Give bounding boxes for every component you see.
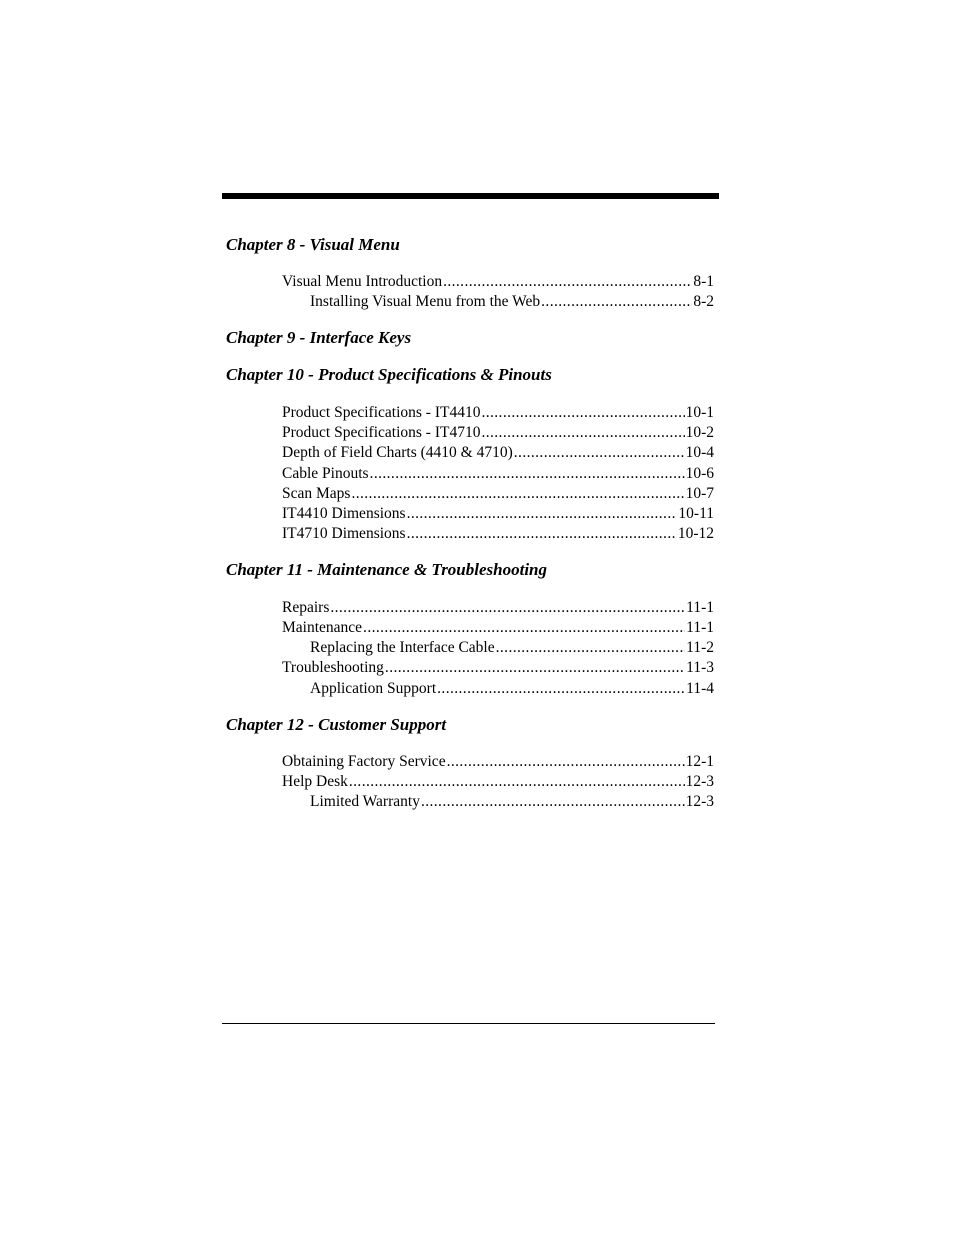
toc-entry-title: Cable Pinouts	[282, 465, 369, 482]
toc-entry-page: 12-3	[685, 793, 714, 810]
toc-entry-title: Application Support	[310, 680, 437, 697]
leader-dots	[351, 484, 684, 504]
toc-entry-title: Replacing the Interface Cable	[310, 639, 495, 656]
toc-entry-title: Limited Warranty	[310, 793, 420, 810]
toc-subentry[interactable]	[310, 638, 714, 658]
toc-entry-page: 11-2	[686, 639, 714, 656]
leader-dots	[407, 504, 678, 524]
toc-entry-page: 12-1	[685, 753, 714, 770]
leader-dots	[363, 618, 685, 638]
leader-dots	[407, 524, 677, 544]
toc-entry-title: Visual Menu Introduction	[282, 273, 443, 290]
toc-entry[interactable]	[282, 524, 714, 544]
leader-dots	[370, 464, 685, 484]
toc-entry-page: 10-6	[685, 465, 714, 482]
leader-dots	[349, 772, 685, 792]
toc-entry-page: 10-2	[685, 424, 714, 441]
toc-entry[interactable]	[282, 504, 714, 524]
leader-dots	[385, 658, 685, 678]
toc-entry[interactable]	[282, 752, 714, 772]
toc-entry-page: 10-7	[685, 485, 714, 502]
chapter-heading-8: Chapter 8 - Visual Menu	[226, 235, 400, 254]
toc-entry[interactable]	[282, 598, 714, 618]
chapter-heading-12: Chapter 12 - Customer Support	[226, 715, 447, 734]
toc-entry-page: 10-4	[685, 444, 714, 461]
leader-dots	[496, 638, 686, 658]
toc-entry-page: 11-1	[686, 599, 714, 616]
leader-dots	[330, 598, 685, 618]
toc-entry-title: IT4410 Dimensions	[282, 505, 406, 522]
chapter-heading-10: Chapter 10 - Product Specifications & Pinouts	[226, 365, 552, 384]
toc-entry-page: 12-3	[685, 773, 714, 790]
leader-dots	[447, 752, 685, 772]
toc-entry[interactable]	[282, 272, 714, 292]
toc-entry-title: Help Desk	[282, 773, 348, 790]
leader-dots	[541, 292, 692, 312]
toc-entry-page: 10-1	[685, 404, 714, 421]
chapter-heading-9: Chapter 9 - Interface Keys	[226, 328, 412, 347]
toc-entry[interactable]	[282, 658, 714, 678]
toc-entry-title: Maintenance	[282, 619, 363, 636]
toc-subentry[interactable]	[310, 792, 714, 812]
toc-entry-title: Scan Maps	[282, 485, 351, 502]
leader-dots	[514, 443, 685, 463]
bottom-rule	[222, 1023, 715, 1024]
toc-entry-title: Obtaining Factory Service	[282, 753, 446, 770]
leader-dots	[437, 679, 685, 699]
toc-entry-page: 11-1	[686, 619, 714, 636]
toc-subentry[interactable]	[310, 679, 714, 699]
leader-dots	[481, 403, 684, 423]
toc-entry-title: Installing Visual Menu from the Web	[310, 293, 541, 310]
toc-entry-page: 10-12	[677, 525, 714, 542]
toc-entry-page: 8-1	[693, 273, 714, 290]
toc-entry-page: 10-11	[678, 505, 714, 522]
leader-dots	[481, 423, 684, 443]
toc-entry-page: 11-4	[686, 680, 714, 697]
leader-dots	[443, 272, 692, 292]
toc-subentry[interactable]	[310, 292, 714, 312]
chapter-heading-11: Chapter 11 - Maintenance & Troubleshooting	[226, 560, 547, 579]
toc-entry[interactable]	[282, 423, 714, 443]
toc-entry[interactable]	[282, 618, 714, 638]
toc-entry[interactable]	[282, 403, 714, 423]
toc-entry[interactable]	[282, 484, 714, 504]
toc-entry[interactable]	[282, 464, 714, 484]
toc-entry-page: 11-3	[686, 659, 714, 676]
toc-entry-title: IT4710 Dimensions	[282, 525, 406, 542]
top-rule	[222, 193, 719, 199]
leader-dots	[421, 792, 685, 812]
toc-entry-title: Repairs	[282, 599, 330, 616]
toc-entry-title: Product Specifications - IT4410	[282, 404, 481, 421]
toc-entry-page: 8-2	[693, 293, 714, 310]
toc-entry[interactable]	[282, 772, 714, 792]
toc-entry-title: Product Specifications - IT4710	[282, 424, 481, 441]
toc-entry[interactable]	[282, 443, 714, 463]
toc-entry-title: Troubleshooting	[282, 659, 384, 676]
toc-entry-title: Depth of Field Charts (4410 & 4710)	[282, 444, 513, 461]
